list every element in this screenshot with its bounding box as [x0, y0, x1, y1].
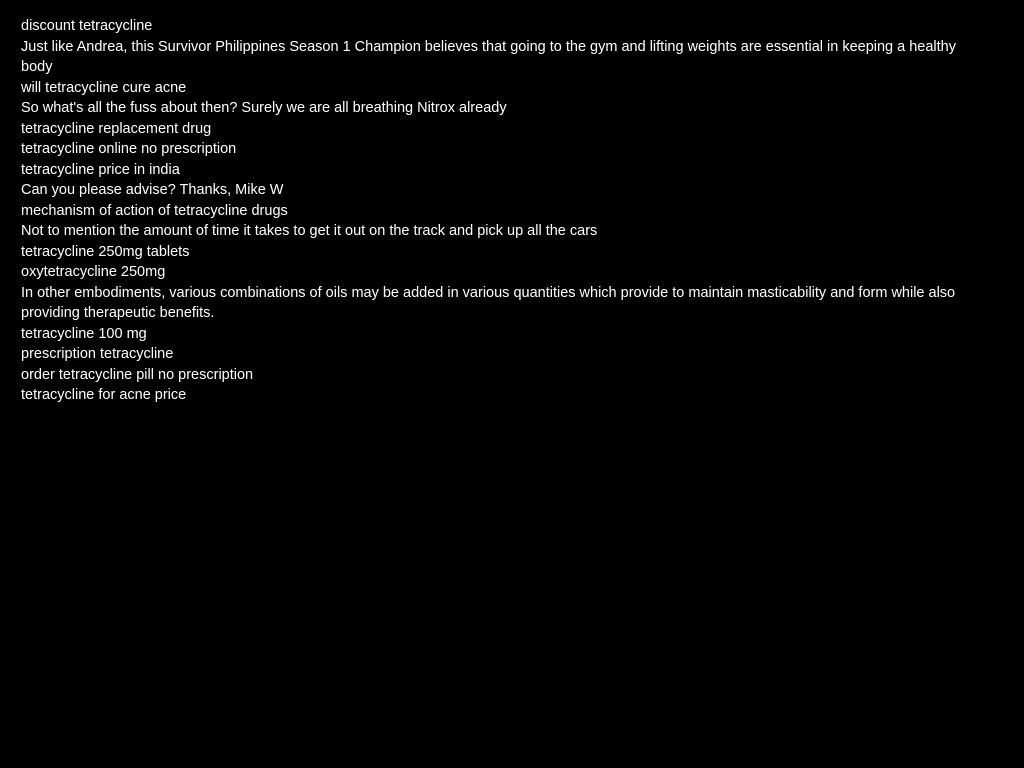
text-line: oxytetracycline 250mg — [21, 264, 166, 280]
text-line: discount tetracycline — [21, 18, 153, 34]
text-line: Just like Andrea, this Survivor Philippines Season 1 Champion believes that going to the gym and lifting weights are essential in keeping a healthy body — [21, 38, 956, 75]
text-line: tetracycline for acne price — [21, 387, 187, 403]
text-line: Can you please advise? Thanks, Mike W — [21, 182, 284, 198]
text-line: tetracycline 250mg tablets — [21, 243, 190, 260]
text-line: tetracycline 100 mg — [21, 325, 147, 342]
text-line: tetracycline replacement drug — [21, 120, 212, 137]
text-line: prescription tetracycline — [21, 346, 174, 362]
text-line: tetracycline price in india — [21, 161, 180, 178]
text-line: So what's all the fuss about then? Surely we are all breathing Nitrox already — [21, 100, 507, 116]
text-line: In other embodiments, various combinations of oils may be added in various quantities which provide to maintain masticability and form while also providing therapeutic benefits. — [21, 284, 956, 321]
text-line: tetracycline online no prescription — [21, 141, 237, 157]
text-line: will tetracycline cure acne — [21, 79, 187, 96]
text-line: Not to mention the amount of time it takes to get it out on the track and pick up all the cars — [21, 223, 598, 239]
text-line: order tetracycline pill no prescription — [21, 366, 254, 383]
text-line: mechanism of action of tetracycline drugs — [21, 202, 288, 219]
text-content — [21, 16, 981, 406]
